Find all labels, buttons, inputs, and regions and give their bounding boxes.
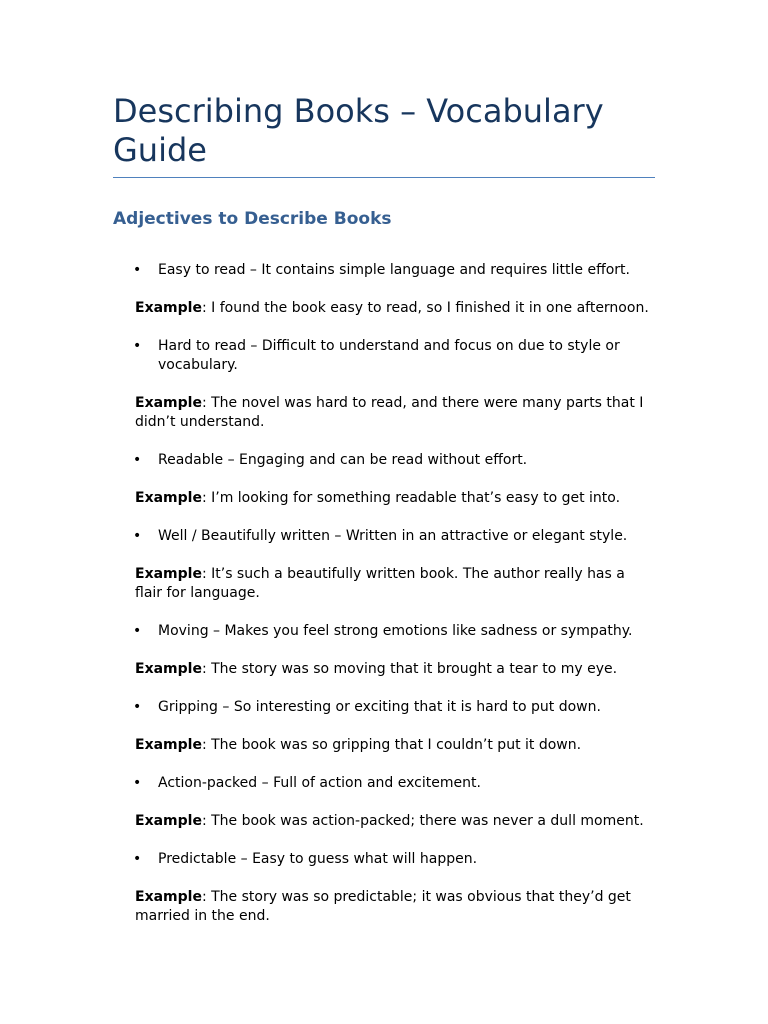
example-paragraph bbox=[113, 660, 655, 679]
term-text: Easy to read – It contains simple language and requires little effort. bbox=[158, 262, 630, 278]
example-label: Example bbox=[135, 566, 202, 582]
bullet-icon: • bbox=[133, 528, 142, 544]
term-text: Gripping – So interesting or exciting that it is hard to put down. bbox=[158, 699, 601, 715]
example-paragraph bbox=[113, 489, 655, 508]
term-text: Predictable – Easy to guess what will happen. bbox=[158, 851, 478, 867]
example-paragraph bbox=[113, 736, 655, 755]
example-text: : I found the book easy to read, so I finished it in one afternoon. bbox=[201, 300, 649, 316]
bullet-item bbox=[113, 337, 655, 375]
bullet-icon: • bbox=[133, 623, 142, 639]
bullet-item bbox=[113, 698, 655, 717]
bullet-item bbox=[113, 774, 655, 793]
example-text: : The story was so predictable; it was obvious that they’d get married in the end. bbox=[135, 889, 631, 924]
term-text: Moving – Makes you feel strong emotions like sadness or sympathy. bbox=[158, 623, 633, 639]
example-paragraph bbox=[113, 888, 655, 926]
example-label: Example bbox=[135, 813, 202, 829]
example-label: Example bbox=[135, 395, 202, 411]
bullet-icon: • bbox=[133, 262, 142, 278]
bullet-icon: • bbox=[133, 452, 142, 468]
example-label: Example bbox=[135, 737, 202, 753]
example-label: Example bbox=[135, 300, 202, 316]
document-page bbox=[113, 92, 655, 945]
term-text: Readable – Engaging and can be read without effort. bbox=[158, 452, 528, 468]
example-label: Example bbox=[135, 661, 202, 677]
vocabulary-entry bbox=[113, 850, 655, 926]
vocabulary-entry bbox=[113, 261, 655, 318]
example-paragraph bbox=[113, 299, 655, 318]
vocabulary-entry bbox=[113, 698, 655, 755]
vocabulary-list bbox=[113, 261, 655, 926]
vocabulary-entry bbox=[113, 451, 655, 508]
example-text: : I’m looking for something readable that’s easy to get into. bbox=[201, 490, 621, 506]
section-heading: Adjectives to Describe Books bbox=[113, 209, 392, 229]
example-paragraph bbox=[113, 812, 655, 831]
example-text: : The novel was hard to read, and there were many parts that I didn’t understand. bbox=[135, 395, 644, 430]
example-text: : The book was action-packed; there was never a dull moment. bbox=[201, 813, 644, 829]
example-label: Example bbox=[135, 490, 202, 506]
bullet-item bbox=[113, 261, 655, 280]
vocabulary-entry bbox=[113, 337, 655, 432]
term-text: Action-packed – Full of action and excitement. bbox=[158, 775, 481, 791]
vocabulary-entry bbox=[113, 774, 655, 831]
bullet-icon: • bbox=[133, 338, 142, 354]
bullet-item bbox=[113, 451, 655, 470]
document-title: Describing Books – Vocabulary Guide bbox=[113, 92, 655, 178]
bullet-item bbox=[113, 527, 655, 546]
example-text: : It’s such a beautifully written book. The author really has a flair for language. bbox=[135, 566, 625, 601]
example-label: Example bbox=[135, 889, 202, 905]
term-text: Well / Beautifully written – Written in an attractive or elegant style. bbox=[158, 528, 628, 544]
example-paragraph bbox=[113, 394, 655, 432]
example-text: : The book was so gripping that I couldn’t put it down. bbox=[201, 737, 582, 753]
bullet-icon: • bbox=[133, 775, 142, 791]
term-text: Hard to read – Difficult to understand and focus on due to style or vocabulary. bbox=[158, 338, 620, 373]
bullet-item bbox=[113, 850, 655, 869]
vocabulary-entry bbox=[113, 622, 655, 679]
vocabulary-entry bbox=[113, 527, 655, 603]
example-paragraph bbox=[113, 565, 655, 603]
bullet-item bbox=[113, 622, 655, 641]
bullet-icon: • bbox=[133, 699, 142, 715]
example-text: : The story was so moving that it brought a tear to my eye. bbox=[201, 661, 618, 677]
bullet-icon: • bbox=[133, 851, 142, 867]
